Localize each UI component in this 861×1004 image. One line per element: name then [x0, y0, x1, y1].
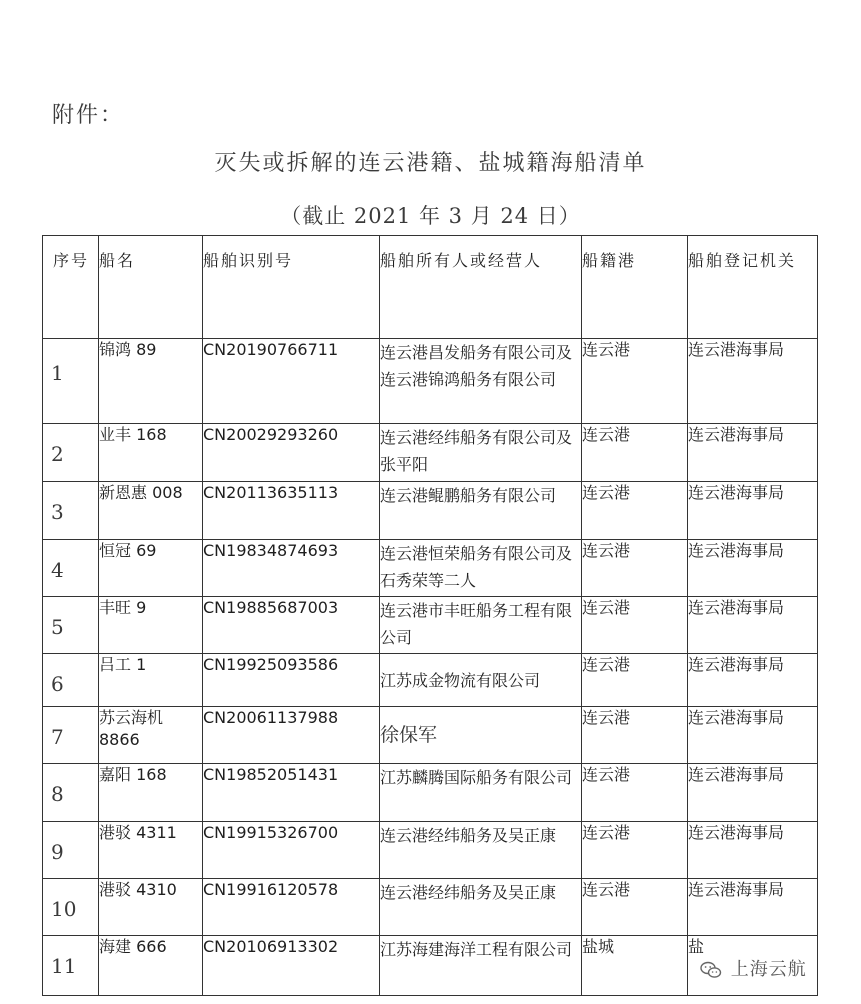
cell-port: 连云港: [582, 597, 688, 654]
table-row: [43, 540, 818, 597]
cell-owner: 连云港市丰旺船务工程有限公司: [380, 597, 582, 654]
cell-no: 5: [43, 597, 99, 654]
cell-no: 11: [43, 936, 99, 996]
cell-name: 海建 666: [99, 936, 203, 996]
cell-port: 连云港: [582, 822, 688, 879]
cell-no: 2: [43, 424, 99, 482]
cell-id: CN20029293260: [203, 424, 380, 482]
cell-owner: 江苏海建海洋工程有限公司: [380, 936, 582, 996]
cell-id: CN20061137988: [203, 707, 380, 764]
cell-owner: 连云港恒荣船务有限公司及石秀荣等二人: [380, 540, 582, 597]
cell-authority: 连云港海事局: [688, 597, 818, 654]
cell-authority: 连云港海事局: [688, 879, 818, 936]
cell-no: 4: [43, 540, 99, 597]
cell-owner: 江苏麟腾国际船务有限公司: [380, 764, 582, 822]
cell-id: CN19916120578: [203, 879, 380, 936]
table-row: [43, 424, 818, 482]
cell-owner: 连云港经纬船务及吴正康: [380, 822, 582, 879]
cell-port: 连云港: [582, 540, 688, 597]
table-row: [43, 482, 818, 540]
cell-owner: [380, 654, 582, 707]
cell-owner: 连云港昌发船务有限公司及连云港锦鸿船务有限公司: [380, 339, 582, 424]
cell-id: CN19852051431: [203, 764, 380, 822]
ship-list-table: [42, 235, 818, 996]
cell-owner: 连云港经纬船务有限公司及张平阳: [380, 424, 582, 482]
cell-no: 10: [43, 879, 99, 936]
table-header-row: [43, 236, 818, 339]
table-row: [43, 597, 818, 654]
table-row: [43, 764, 818, 822]
header-no: 序号: [43, 236, 99, 339]
cell-authority: 盐: [688, 936, 818, 996]
cell-port: 连云港: [582, 764, 688, 822]
cell-name: 港驳 4310: [99, 879, 203, 936]
cell-owner: 连云港鲲鹏船务有限公司: [380, 482, 582, 540]
attachment-label: 附件：: [52, 103, 125, 128]
cell-port: 连云港: [582, 707, 688, 764]
header-name: 船名: [99, 236, 203, 339]
header-owner: 船舶所有人或经营人: [380, 236, 582, 339]
cell-port: 连云港: [582, 339, 688, 424]
cell-no: 3: [43, 482, 99, 540]
cell-port: 盐城: [582, 936, 688, 996]
cell-owner: [380, 707, 582, 764]
cell-authority: 连云港海事局: [688, 707, 818, 764]
cell-no: 9: [43, 822, 99, 879]
watermark: [700, 955, 807, 981]
table-row: [43, 879, 818, 936]
cell-no: 7: [43, 707, 99, 764]
cell-authority: 连云港海事局: [688, 482, 818, 540]
cell-name: 港驳 4311: [99, 822, 203, 879]
cell-name: 丰旺 9: [99, 597, 203, 654]
cell-id: CN20113635113: [203, 482, 380, 540]
cell-owner: 连云港经纬船务及吴正康: [380, 879, 582, 936]
cell-port: 连云港: [582, 424, 688, 482]
cell-name: 嘉阳 168: [99, 764, 203, 822]
cell-name: 苏云海机 8866: [99, 707, 203, 764]
watermark-text: 上海云航: [730, 959, 807, 980]
wechat-icon: [700, 961, 722, 979]
cell-id: CN19915326700: [203, 822, 380, 879]
cell-authority: 连云港海事局: [688, 654, 818, 707]
cell-no: 6: [43, 654, 99, 707]
cell-id: CN20190766711: [203, 339, 380, 424]
cell-id: CN19885687003: [203, 597, 380, 654]
cell-name: 业丰 168: [99, 424, 203, 482]
cell-name: 吕工 1: [99, 654, 203, 707]
header-authority: 船舶登记机关: [688, 236, 818, 339]
table-row: [43, 339, 818, 424]
cell-id: CN19834874693: [203, 540, 380, 597]
cell-no: 1: [43, 339, 99, 424]
cell-name: 恒冠 69: [99, 540, 203, 597]
header-port: 船籍港: [582, 236, 688, 339]
cell-id: CN20106913302: [203, 936, 380, 996]
cell-authority: 连云港海事局: [688, 764, 818, 822]
table-row: [43, 822, 818, 879]
cell-name: 新恩惠 008: [99, 482, 203, 540]
cell-authority: 连云港海事局: [688, 540, 818, 597]
cell-authority: 连云港海事局: [688, 339, 818, 424]
cell-port: 连云港: [582, 654, 688, 707]
cell-port: 连云港: [582, 879, 688, 936]
table-row: [43, 654, 818, 707]
page-subtitle: （截止 2021 年 3 月 24 日）: [280, 204, 581, 228]
table-row: [43, 707, 818, 764]
cell-name: 锦鸿 89: [99, 339, 203, 424]
header-id: 船舶识别号: [203, 236, 380, 339]
cell-id: CN19925093586: [203, 654, 380, 707]
cell-authority: 连云港海事局: [688, 424, 818, 482]
cell-authority: 连云港海事局: [688, 822, 818, 879]
owner-text: 徐保军: [380, 723, 438, 746]
cell-port: 连云港: [582, 482, 688, 540]
cell-no: 8: [43, 764, 99, 822]
owner-text: 江苏成金物流有限公司: [380, 670, 541, 690]
page-title: 灭失或拆解的连云港籍、盐城籍海船清单: [214, 151, 647, 176]
